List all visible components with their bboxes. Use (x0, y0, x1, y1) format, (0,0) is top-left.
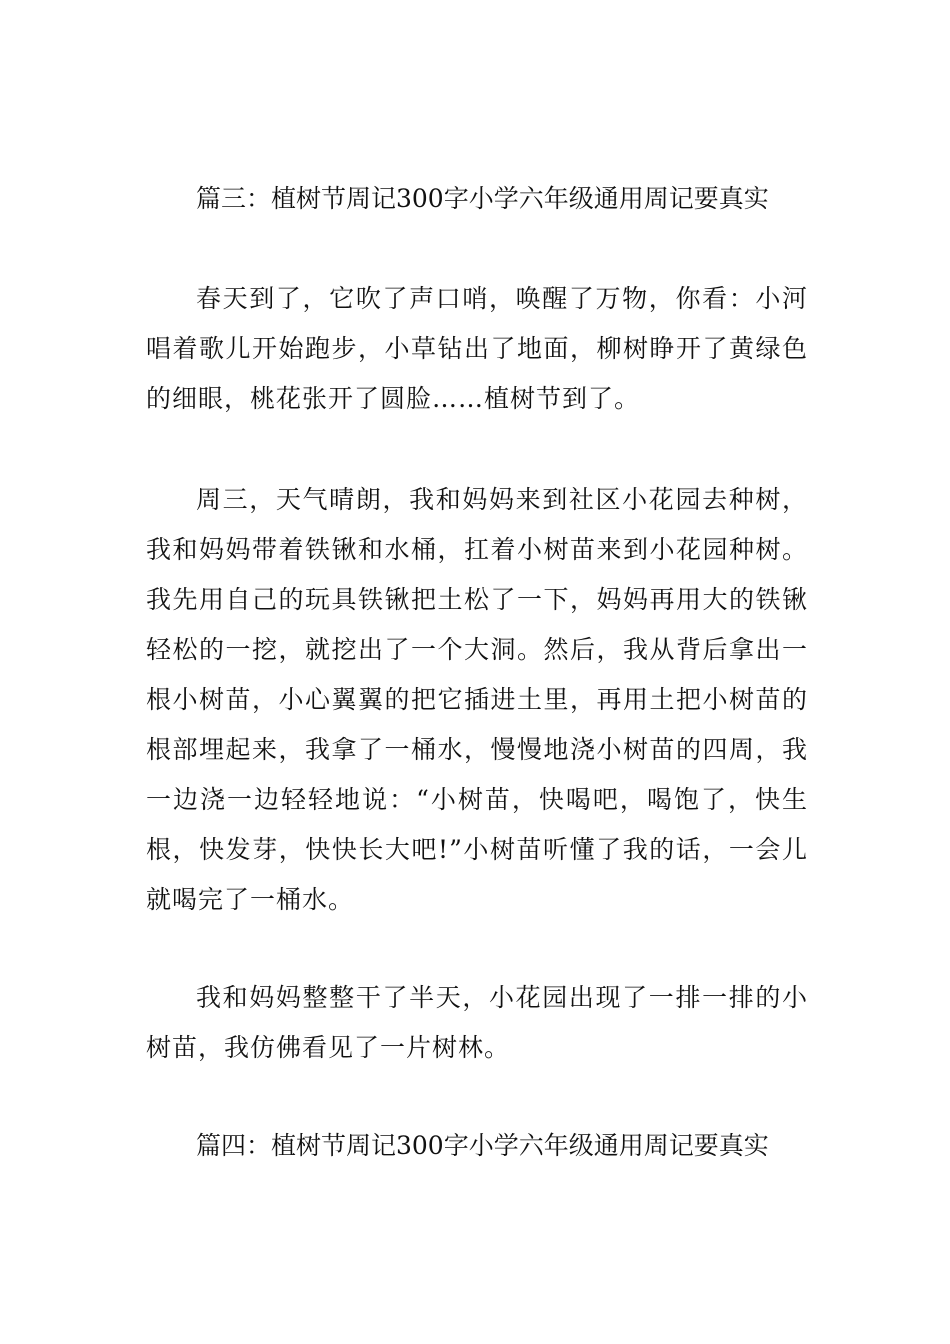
paragraph-2: 周三，天气晴朗，我和妈妈来到社区小花园去种树，我和妈妈带着铁锹和水桶，扛着小树苗来到小花园种树。我先用自己的玩具铁锹把土松了一下，妈妈再用大的铁锹轻松的一挖，就挖出了一个大洞。然后，我从背后拿出一根小树苗，小心翼翼的把它插进土里，再用土把小树苗的根部埋起来，我拿了一桶水，慢慢地浇小树苗的四周，我一边浇一边轻轻地说：“小树苗，快喝吧，喝饱了，快生根，快发芽，快快长大吧!”小树苗听懂了我的话，一会儿就喝完了一桶水。 (146, 485, 808, 914)
section-4-title: 篇四：植树节周记300字小学六年级通用周记要真实 (196, 1131, 769, 1160)
section-3-title: 篇三：植树节周记300字小学六年级通用周记要真实 (196, 184, 769, 213)
paragraph-1: 春天到了，它吹了声口哨，唤醒了万物，你看：小河唱着歌儿开始跑步，小草钻出了地面，柳树睁开了黄绿色的细眼，桃花张开了圆脸……植树节到了。 (146, 284, 808, 413)
paragraph-3: 我和妈妈整整干了半天，小花园出现了一排一排的小树苗，我仿佛看见了一片树林。 (146, 983, 808, 1062)
